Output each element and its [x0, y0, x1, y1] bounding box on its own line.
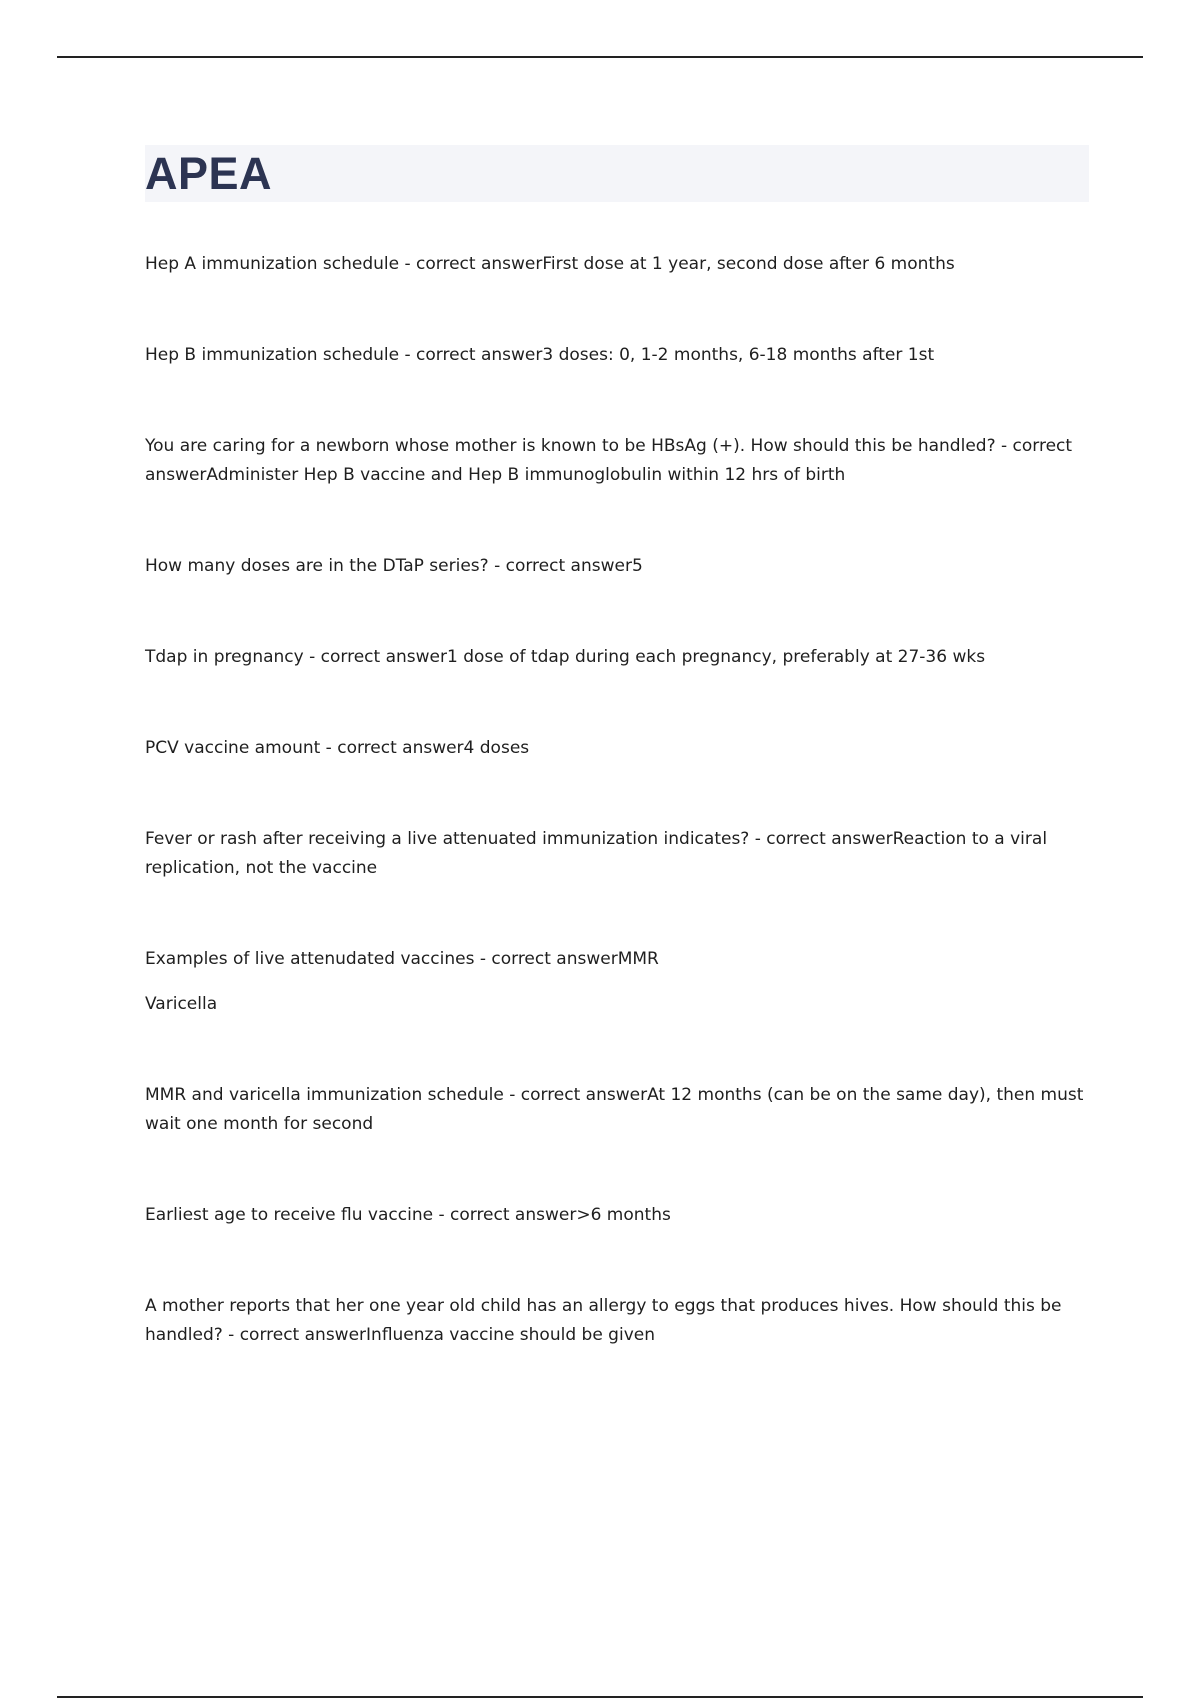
- qa-text: A mother reports that her one year old child has an allergy to eggs that produces hives. How should this be handled? - correct answerInfluenza vaccine should be given: [145, 1296, 1062, 1345]
- bottom-divider: [57, 1696, 1143, 1698]
- qa-item-egg-allergy: [145, 1292, 1089, 1350]
- qa-extra-text: Varicella: [145, 994, 218, 1014]
- qa-item-hbsag-newborn: [145, 432, 1089, 490]
- qa-text: Earliest age to receive flu vaccine - correct answer>6 months: [145, 1205, 671, 1225]
- qa-text: You are caring for a newborn whose mother is known to be HBsAg (+). How should this be handled? - correct answerAdminister Hep B vaccine and Hep B immunoglobulin within 12 hrs of birth: [145, 436, 1073, 485]
- qa-text: Hep B immunization schedule - correct answer3 doses: 0, 1-2 months, 6-18 months after 1st: [145, 345, 935, 365]
- qa-list: [145, 250, 1089, 1350]
- qa-item-mmr-varicella: [145, 1081, 1089, 1139]
- qa-item-tdap-pregnancy: [145, 643, 1089, 672]
- document-body: [145, 145, 1089, 1412]
- qa-text: Fever or rash after receiving a live attenuated immunization indicates? - correct answerReaction to a viral replication, not the vaccine: [145, 829, 1048, 878]
- qa-text: Hep A immunization schedule - correct answerFirst dose at 1 year, second dose after 6 months: [145, 254, 955, 274]
- qa-text: PCV vaccine amount - correct answer4 doses: [145, 738, 530, 758]
- top-divider: [57, 56, 1143, 58]
- qa-text: MMR and varicella immunization schedule - correct answerAt 12 months (can be on the same day), then must wait one month for second: [145, 1085, 1084, 1134]
- qa-item-fever-rash: [145, 825, 1089, 883]
- qa-item-flu-age: [145, 1201, 1089, 1230]
- qa-item-dtap-doses: [145, 552, 1089, 581]
- document-title: APEA: [145, 148, 273, 199]
- qa-item-pcv-amount: [145, 734, 1089, 763]
- qa-text: How many doses are in the DTaP series? - correct answer5: [145, 556, 643, 576]
- qa-item-live-vaccines: [145, 945, 1089, 1019]
- qa-text: Examples of live attenudated vaccines - correct answerMMR: [145, 949, 659, 969]
- title-band: [145, 145, 1089, 202]
- qa-item-hep-b: [145, 341, 1089, 370]
- qa-item-hep-a: [145, 250, 1089, 279]
- qa-text: Tdap in pregnancy - correct answer1 dose of tdap during each pregnancy, preferably at 27-36 wks: [145, 647, 986, 667]
